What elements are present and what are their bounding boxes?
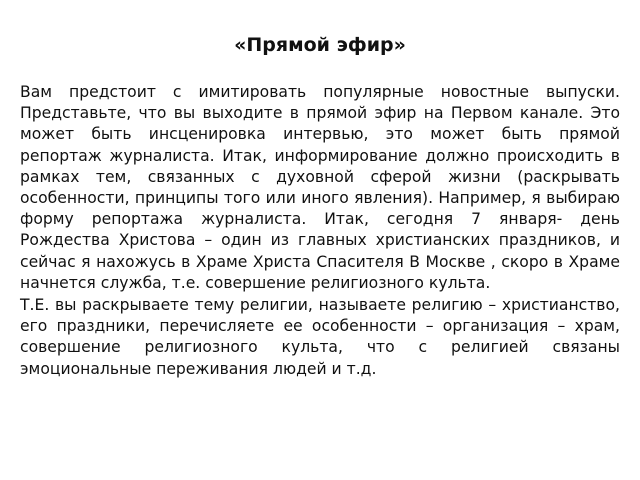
slide-title: «Прямой эфир» [234,34,406,56]
paragraph-1: Вам предстоит с имитировать популярные новостные выпуски. Представьте, что вы выходите в прямой эфир на Первом канале. Это может быть инсценировка интервью, это может быть прямой репортаж журналиста. Итак, информирование должно происходить в рамках тем, связанных с духовной сферой жизни (раскрывать особенности, принципы того или иного явления). Например, я выбираю форму репортажа журналиста. Итак, сегодня 7 января- день Рождества Христова – один из главных христианских праздников, и сейчас я нахожусь в Храме Христа Спасителя В Москве , скоро в Храме начнется служба, т.е. совершение религиозного культа. [20,83,620,292]
slide-body [20,82,620,381]
paragraph-2: Т.Е. вы раскрываете тему религии, называете религию – христианство, его праздники, перечисляете ее особенности – организация – храм, совершение религиозного культа, что с религией связаны эмоциональные переживания людей и т.д. [20,296,620,378]
